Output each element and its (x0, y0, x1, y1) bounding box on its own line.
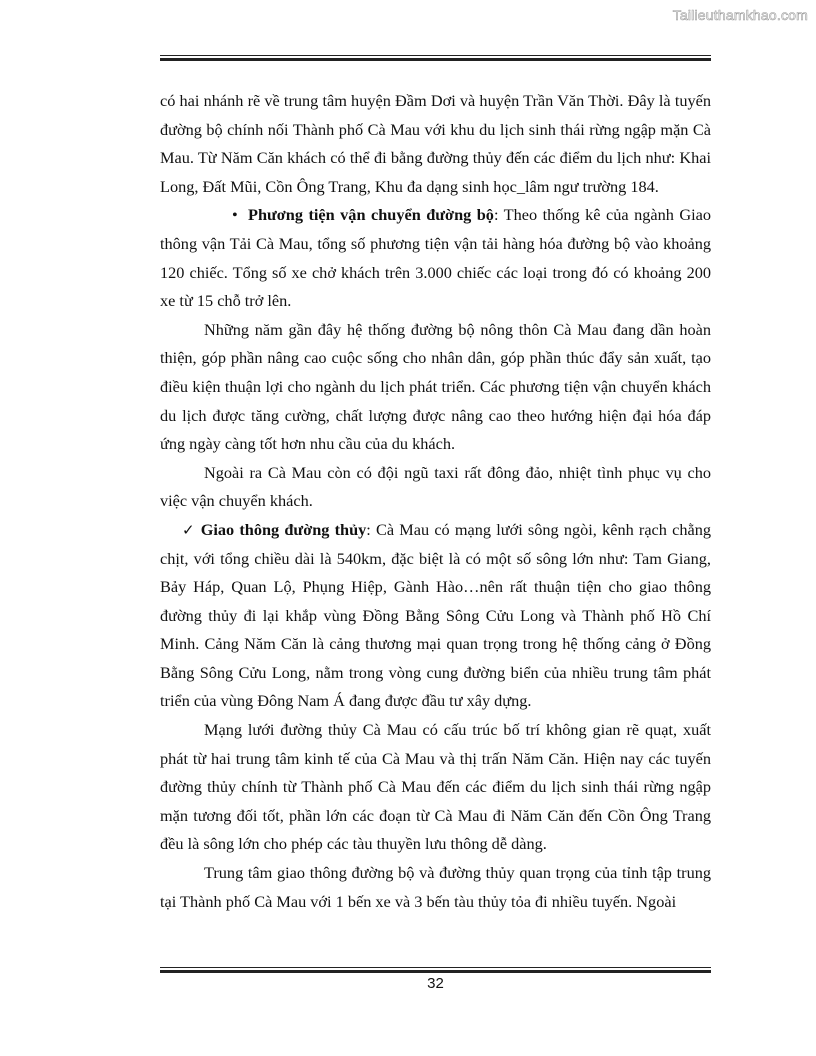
paragraph-5 (160, 516, 711, 716)
watermark: Tailieuthamkhao.com (672, 7, 808, 23)
header-rule (160, 55, 711, 61)
bullet-icon: • (232, 205, 238, 225)
paragraph-4: Ngoài ra Cà Mau còn có đội ngũ taxi rất đông đảo, nhiệt tình phục vụ cho việc vận chuyển khách. (160, 462, 711, 511)
paragraph-6: Mạng lưới đường thủy Cà Mau có cấu trúc bố trí không gian rẽ quạt, xuất phát từ hai trung tâm kinh tế của Cà Mau và thị trấn Năm Căn. Hiện nay các tuyến đường thủy chính từ Thành phố Cà Mau đến các điểm du lịch sinh thái rừng ngập mặn tương đối tốt, phần lớn các đoạn từ Cà Mau đi Năm Căn đến Cồn Ông Trang đều là sông lớn cho phép các tàu thuyền lưu thông dễ dàng. (160, 720, 711, 854)
page-body (160, 87, 711, 916)
paragraph-5-text: : Cà Mau có mạng lưới sông ngòi, kênh rạch chằng chịt, với tổng chiều dài là 540km, đặc biệt là có một số sông lớn như: Tam Giang, Bảy Háp, Quan Lộ, Phụng Hiệp, Gành Hào…nên rất thuận tiện cho giao thông đường thủy đi lại khắp vùng Đồng Bằng Sông Cửu Long và Thành phố Hồ Chí Minh. Cảng Năm Căn là cảng thương mại quan trọng trong hệ thống cảng ở Đồng Bằng Sông Cửu Long, nằm trong vòng cung đường biển của nhiều trung tâm phát triển của vùng Đông Nam Á đang được đầu tư xây dựng. (160, 519, 711, 711)
paragraph-5-heading: Giao thông đường thủy (200, 519, 367, 539)
paragraph-2-text: : Theo thống kê của ngành Giao thông vận Tải Cà Mau, tổng số phương tiện vận tải hàng hóa đường bộ vào khoảng 120 chiếc. Tổng số xe chở khách trên 3.000 chiếc các loại trong đó có khoảng 200 xe từ 15 chỗ trở lên. (160, 205, 711, 311)
paragraph-7: Trung tâm giao thông đường bộ và đường thủy quan trọng của tỉnh tập trung tại Thành phố Cà Mau với 1 bến xe và 3 bến tàu thủy tỏa đi nhiều tuyến. Ngoài (160, 863, 711, 911)
checkmark-icon: ✓ (182, 520, 196, 539)
paragraph-2-heading: Phương tiện vận chuyển đường bộ (248, 205, 494, 225)
page-number: 32 (427, 975, 444, 992)
paragraph-1: có hai nhánh rẽ về trung tâm huyện Đầm Dơi và huyện Trần Văn Thời. Đây là tuyến đường bộ chính nối Thành phố Cà Mau với khu du lịch sinh thái rừng ngập mặn Cà Mau. Từ Năm Căn khách có thể đi bằng đường thủy đến các điểm du lịch như: Khai Long, Đất Mũi, Cồn Ông Trang, Khu đa dạng sinh học_lâm ngư trường 184. (160, 91, 711, 196)
footer-rule (160, 967, 711, 973)
paragraph-3: Những năm gần đây hệ thống đường bộ nông thôn Cà Mau đang dần hoàn thiện, góp phần nâng cao cuộc sống cho nhân dân, góp phần thúc đẩy sản xuất, tạo điều kiện thuận lợi cho ngành du lịch phát triển. Các phương tiện vận chuyển khách du lịch được tăng cường, chất lượng được nâng cao theo hướng hiện đại hóa đáp ứng ngày càng tốt hơn nhu cầu của du khách. (160, 319, 711, 454)
paragraph-2 (160, 201, 711, 315)
